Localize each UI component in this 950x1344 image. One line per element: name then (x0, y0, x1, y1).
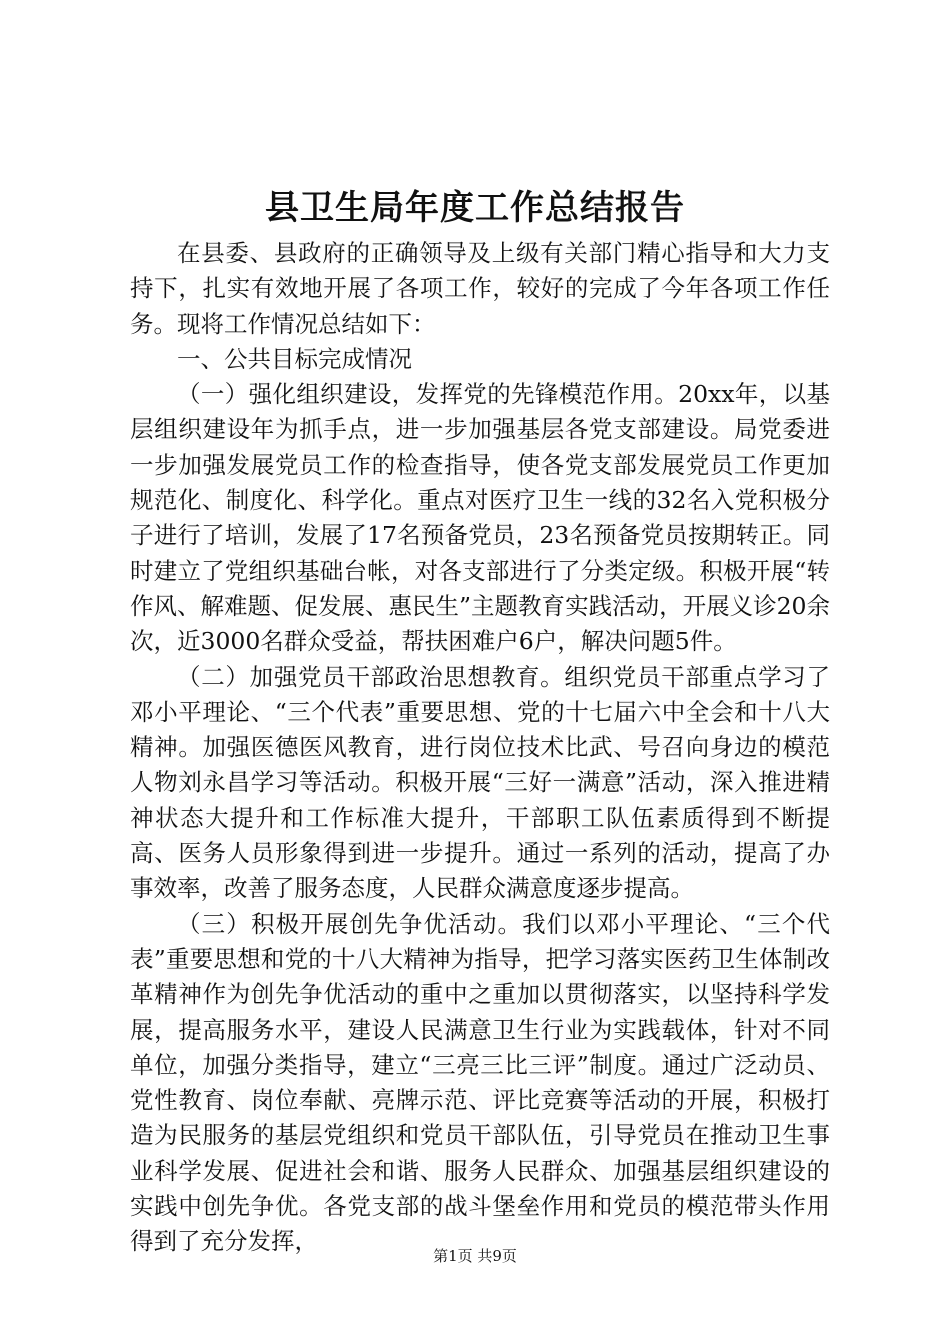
intro-paragraph: 在县委、县政府的正确领导及上级有关部门精心指导和大力支持下，扎实有效地开展了各项工作，较好的完成了今年各项工作任务。现将工作情况总结如下： (130, 239, 830, 338)
paragraph-excellence: （三）积极开展创先争优活动。我们以邓小平理论、“三个代表”重要思想和党的十八大精神为指导，把学习落实医药卫生体制改革精神作为创先争优活动的重中之重加以贯彻落实，以坚持科学发展，提高服务水平，建设人民满意卫生行业为实践载体，针对不同单位，加强分类指导，建立“三亮三比三评”制度。通过广泛动员、党性教育、岗位奉献、亮牌示范、评比竞赛等活动的开展，积极打造为民服务的基层党组织和党员干部队伍，引导党员在推动卫生事业科学发展、促进社会和谐、服务人民群众、加强基层组织建设的实践中创先争优。各党支部的战斗堡垒作用和党员的模范带头作用得到了充分发挥， (130, 909, 830, 1256)
document-title: 县卫生局年度工作总结报告 (265, 188, 685, 228)
paragraph-education: （二）加强党员干部政治思想教育。组织党员干部重点学习了邓小平理论、“三个代表”重要思想、党的十七届六中全会和十八大精神。加强医德医风教育，进行岗位技术比武、号召向身边的模范人物刘永昌学习等活动。积极开展“三好一满意”活动，深入推进精神状态大提升和工作标准大提升，干部职工队伍素质得到不断提高、医务人员形象得到进一步提升。通过一系列的活动，提高了办事效率，改善了服务态度，人民群众满意度逐步提高。 (130, 662, 830, 903)
paragraph-organization: （一）强化组织建设，发挥党的先锋模范作用。20xx年，以基层组织建设年为抓手点，进一步加强基层各党支部建设。局党委进一步加强发展党员工作的检查指导，使各党支部发展党员工作更加规范化、制度化、科学化。重点对医疗卫生一线的32名入党积极分子进行了培训，发展了17名预备党员，23名预备党员按期转正。同时建立了党组织基础台帐，对各支部进行了分类定级。积极开展“转作风、解难题、促发展、惠民生”主题教育实践活动，开展义诊20余次，近3000名群众受益，帮扶困难户6户，解决问题5件。 (130, 380, 830, 656)
section-heading: 一、公共目标完成情况 (177, 344, 412, 373)
document-body (130, 236, 830, 1260)
page-number-footer: 第1页 共9页 (433, 1247, 517, 1265)
